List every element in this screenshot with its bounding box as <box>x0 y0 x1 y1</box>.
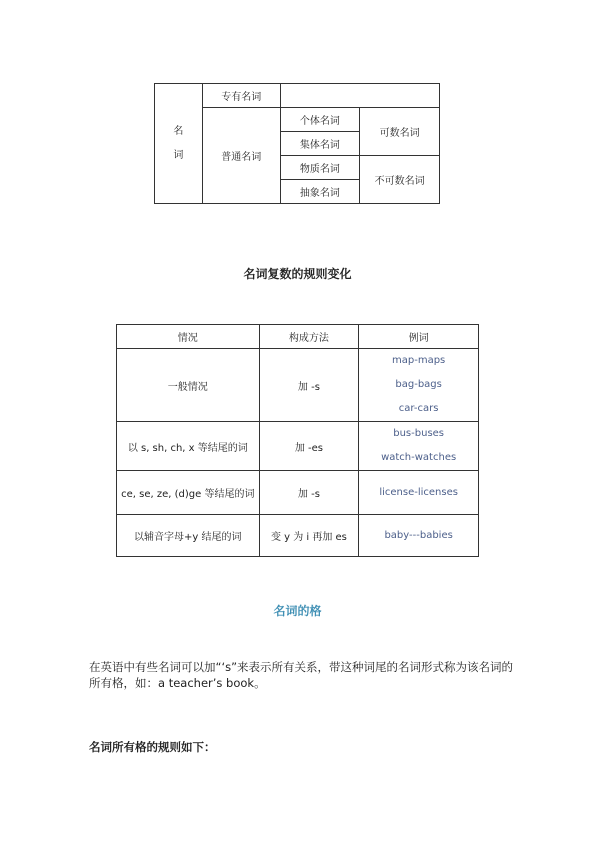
row1-examples <box>359 349 479 422</box>
row2-method: 加 -es <box>259 422 359 471</box>
countable-cell: 可数名词 <box>360 108 440 156</box>
plural-rules-table <box>116 324 479 557</box>
proper-noun-cell: 专有名词 <box>202 84 280 108</box>
example: watch-watches <box>381 452 457 463</box>
noun-label-1: 名 <box>173 125 184 137</box>
collective-noun-cell: 集体名词 <box>280 132 360 156</box>
individual-noun-cell: 个体名词 <box>280 108 360 132</box>
empty-cell <box>280 84 439 108</box>
row3-situation: ce, se, ze, (d)ge 等结尾的词 <box>117 471 260 515</box>
plural-rules-heading: 名词复数的规则变化 <box>243 267 352 281</box>
row1-method: 加 -s <box>259 349 359 422</box>
common-noun-cell: 普通名词 <box>202 108 280 204</box>
noun-cell <box>155 84 203 204</box>
uncountable-cell: 不可数名词 <box>360 156 440 204</box>
header-examples: 例词 <box>359 325 479 349</box>
row4-method: 变 y 为 i 再加 es <box>259 515 359 557</box>
noun-label-2: 词 <box>173 149 184 161</box>
row3-examples: license-licenses <box>359 471 479 515</box>
possessive-case-heading: 名词的格 <box>273 604 322 618</box>
row4-situation: 以辅音字母+y 结尾的词 <box>117 515 260 557</box>
possessive-rules-subheading: 名词所有格的规则如下： <box>89 740 216 754</box>
example: car-cars <box>398 403 439 414</box>
row4-examples: baby---babies <box>359 515 479 557</box>
material-noun-cell: 物质名词 <box>280 156 360 180</box>
abstract-noun-cell: 抽象名词 <box>280 180 360 204</box>
row2-situation: 以 s, sh, ch, x 等结尾的词 <box>117 422 260 471</box>
example: bag-bags <box>395 379 442 390</box>
header-method: 构成方法 <box>259 325 359 349</box>
header-situation: 情况 <box>117 325 260 349</box>
possessive-paragraph: 在英语中有些名词可以加“‘s”来表示所有关系，带这种词尾的名词形式称为该名词的所有格，如：a teacher’s book。 <box>89 660 514 690</box>
row3-method: 加 -s <box>259 471 359 515</box>
row2-examples <box>359 422 479 471</box>
example: map-maps <box>392 355 446 366</box>
row1-situation: 一般情况 <box>117 349 260 422</box>
example: bus-buses <box>393 428 445 439</box>
noun-classification-table <box>154 83 440 204</box>
